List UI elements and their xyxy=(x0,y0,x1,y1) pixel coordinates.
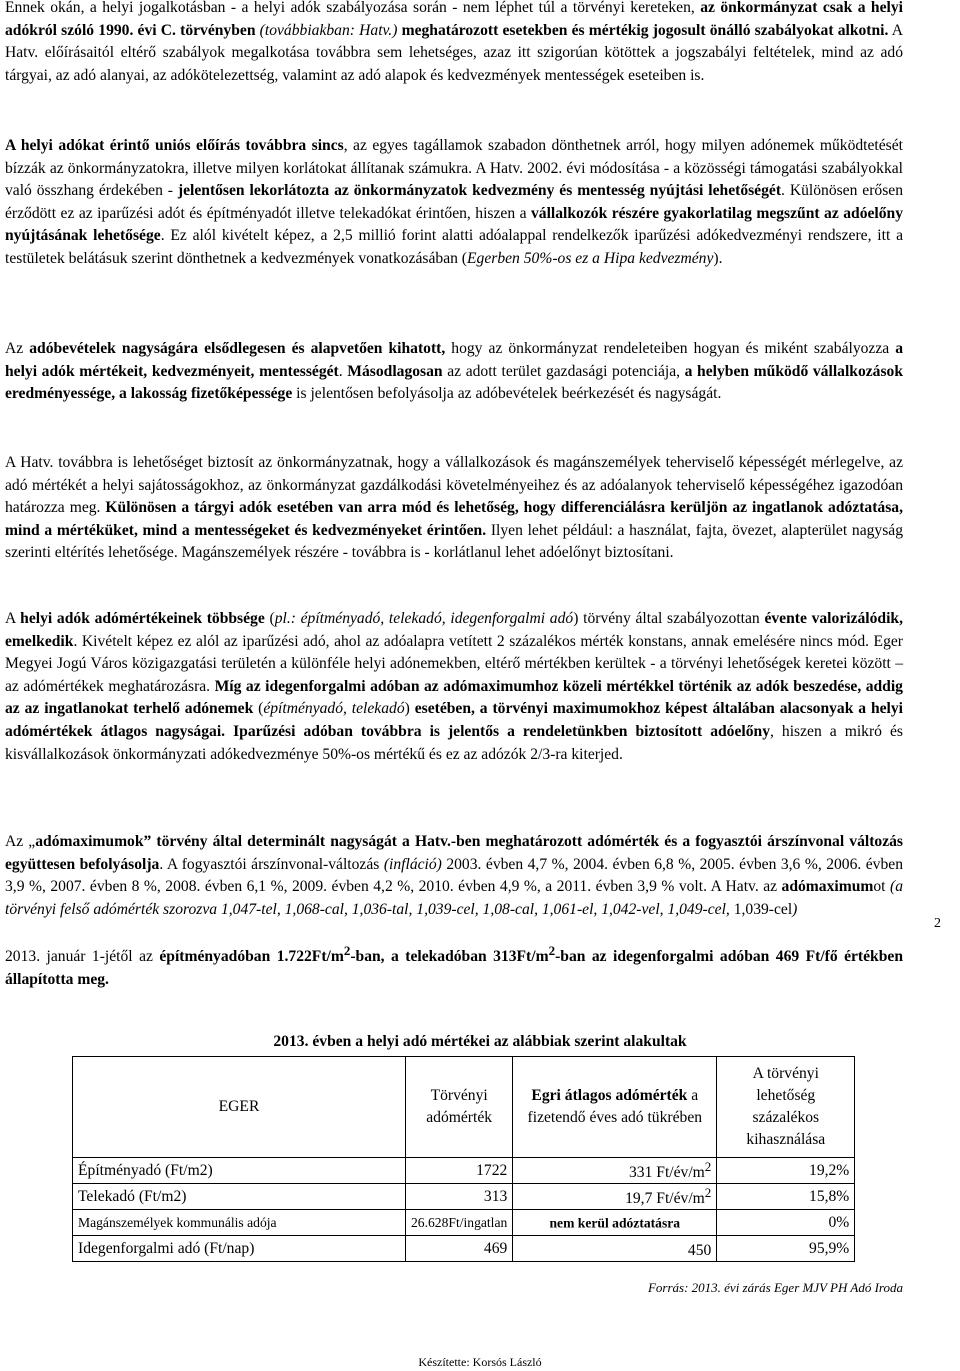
cell-eger-average-sup: 2 xyxy=(704,1158,712,1174)
table-header-row xyxy=(73,1057,855,1158)
text-run: ). xyxy=(713,249,723,267)
text-run: meghatározott esetekben és mértékig jogosult önálló szabályokat alkotni. xyxy=(397,21,889,39)
cell-eger-average-value: nem kerül adóztatásra xyxy=(549,1215,681,1231)
cell-legal-rate: 26.628Ft/ingatlan xyxy=(406,1210,513,1236)
cell-eger-average xyxy=(513,1158,717,1184)
text-run: vállalkozók részére gyakorlatilag megszűnt az adóelőny nyújtásának lehetősége xyxy=(5,204,904,245)
text-run: az adott terület gazdasági potenciája, xyxy=(442,362,685,380)
cell-eger-average xyxy=(513,1184,717,1210)
text-run: . Ez alól kivételt képez, a 2,5 millió forint alatti adóalappal rendelkezők iparűzési adókedvezményi rendszere, itt a testületek belátásuk szerint dönthetnek a kedvezmények vonatkozásában ( xyxy=(5,227,903,267)
cell-tax-name: Telekadó (Ft/m2) xyxy=(73,1184,406,1210)
text-run: hogy az önkormányzat rendeleteiben hogyan és miként szabályozza xyxy=(445,340,896,357)
table-caption: 2013. évben a helyi adó mértékei az alábbiak szerint alakultak xyxy=(273,1033,687,1050)
text-run: ) xyxy=(792,900,798,918)
cell-eger-average-value: 450 xyxy=(687,1242,712,1260)
cell-eger-average-sup: 2 xyxy=(704,1184,712,1200)
text-run: A xyxy=(5,610,21,627)
text-run: pl.: építményadó, telekadó, idegenforgalmi adó xyxy=(274,610,574,627)
header-eger: EGER xyxy=(73,1057,406,1158)
text-run: jelentősen lekorlátozta az önkormányzatok kedvezmény és mentesség nyújtási lehetőségét xyxy=(177,182,782,200)
text-run: 1,039-cel xyxy=(729,900,793,918)
header-eger-average xyxy=(513,1057,717,1158)
table-row xyxy=(73,1236,855,1262)
text-run: . xyxy=(338,362,348,380)
text-run: ( xyxy=(264,610,275,627)
text-run: Míg az idegenforgalmi adóban az adómaximumhoz közeli mértékkel történik az adók beszedése, addig az az ingatlanokat terhelő adónemek xyxy=(5,677,903,718)
text-run: -ban, a telekadóban 313Ft/m xyxy=(350,948,549,966)
text-run: . A fogyasztói árszínvonal-változás xyxy=(159,855,384,873)
paragraph-2013-rates xyxy=(5,940,903,991)
text-run: a helyben működő vállalkozások eredményessége, a lakosság fizetőképessége xyxy=(5,362,904,403)
cell-eger-average xyxy=(513,1210,717,1236)
header-eger-average-bold: Egri átlagos adómérték xyxy=(531,1087,688,1104)
text-run: 2003. évben 4,7 %, 2004. évben 6,8 %, 2005. évben 3,6 %, 2006. évben 3,9 %, 2007. évben 8 %, 2008. évben 6,1 %, 2009. évben 4,2 %, 2010. évben 4,9 %, a 2011. évben 3,9 % volt. A Hatv. az xyxy=(5,855,903,896)
table-row xyxy=(73,1184,855,1210)
cell-usage-percent: 0% xyxy=(717,1210,855,1236)
text-run: Ilyen lehet például: a használat, fajta, övezet, alapterület nagyság szerinti eltérítés lehetősége. Magánszemélyek részére - továbbra is - korlátlanul lehet adóelőnyt biztosítani. xyxy=(5,521,903,562)
cell-eger-average-value: 19,7 Ft/év/m xyxy=(625,1190,705,1208)
cell-usage-percent: 19,2% xyxy=(717,1158,855,1184)
text-run: A Hatv. előírásaitól eltérő szabályok megalkotása továbbra sem lehetséges, azaz itt szigorúan kötöttek a jogszabályi feltételek, mind az adó tárgyai, az adó alanyai, az adókötelezettség, valamint az adó alapok és kedvezmények mentességek eseteiben is. xyxy=(5,21,903,84)
cell-tax-name: Magánszemélyek kommunális adója xyxy=(73,1210,406,1236)
paragraph-hatv-options xyxy=(5,452,903,565)
text-run: , az egyes tagállamok szabadon dönthetnek arról, hogy milyen adónemek működtetését bízzák az önkormányzatokra, illetve milyen korlátokat állítanak számukra. A Hatv. 2002. évi módosítása - a közösségi támogatási szabályokkal való összhang érdekében - xyxy=(5,137,903,200)
text-run: is jelentősen befolyásolja az adóbevételek beérkezését és nagyságát. xyxy=(292,385,722,403)
text-run: Az „ xyxy=(5,833,36,850)
text-run: az önkormányzat csak a helyi adókról szóló 1990. évi C. törvényben xyxy=(5,0,903,39)
header-usage-percent: A törvényi lehetőség százalékos kihasználása xyxy=(717,1057,855,1158)
text-run: Ennek okán, a helyi jogalkotásban - a helyi adók szabályozása során - nem léphet túl a törvényi kereteken, xyxy=(5,0,701,16)
text-run: évente valorizálódik, emelkedik xyxy=(5,610,903,650)
text-run: ot xyxy=(873,878,890,896)
text-run: adómaximumok” törvény által determinált nagyságát a Hatv.-ben meghatározott adómérték és a fogyasztói árszínvonal változás együttesen befolyásolja xyxy=(5,833,903,873)
text-run: 2 xyxy=(548,943,556,958)
tax-rates-table xyxy=(72,1056,855,1262)
cell-legal-rate: 313 xyxy=(406,1184,513,1210)
text-run: ( xyxy=(253,700,264,718)
cell-tax-name: Idegenforgalmi adó (Ft/nap) xyxy=(73,1236,406,1262)
table-source: Forrás: 2013. évi zárás Eger MJV PH Adó Iroda xyxy=(647,1280,903,1295)
text-run: építményadóban 1.722Ft/m xyxy=(159,948,344,966)
text-run: A Hatv. továbbra is lehetőséget biztosít az önkormányzatnak, hogy a vállalkozások és magánszemélyek teherviselő képességét mérlegelve, az adó mértékét a helyi sajátosságokhoz, az önkormányzat gazdálkodási követelményeihez és az adóalanyok teherviselő képességéhez igazodóan határozza meg. xyxy=(5,454,903,517)
text-run: . Kivételt képez ez alól az iparűzési adó, ahol az adóalapra vetített 2 százalékos mérték konstans, annak emelésére nincs mód. Eger Megyei Jogú Város közigazgatási területén a különféle helyi adónemekben, eltérő mértékben kerültek - a törvényi lehetőségek keretei között – az adómértékek meghatározásra. xyxy=(5,632,903,695)
header-legal-rate: Törvényi adómérték xyxy=(406,1057,513,1158)
author-footer: Készítette: Korsós László xyxy=(418,1355,542,1369)
text-run: Egerben 50%-os ez a Hipa kedvezmény xyxy=(467,249,714,267)
text-run: Az xyxy=(5,340,30,357)
table-row xyxy=(73,1158,855,1184)
text-run: esetében, a törvényi maximumokhoz képest általában alacsonyak a helyi adómértékek átlagos nagyságai. Iparűzési adóban továbbra is jelentős a rendeletünkben biztosított adóelőny xyxy=(5,700,904,740)
text-run: A helyi adókat érintő uniós előírás továbbra sincs xyxy=(5,137,344,154)
text-run: (továbbiakban: Hatv.) xyxy=(255,21,398,39)
paragraph-tax-rates xyxy=(5,608,903,766)
cell-usage-percent: 95,9% xyxy=(717,1236,855,1262)
text-run: Különösen a tárgyi adók esetében van arra mód és lehetőség, hogy differenciálásra kerüljön az ingatlanok adóztatása, mind a mértéküket, mind a mentességeket és kedvezményeket érintően. xyxy=(5,499,903,539)
table-row xyxy=(73,1210,855,1236)
header-eger-average-rest: a fizetendő éves adó tükrében xyxy=(527,1087,703,1126)
text-run: ) törvény által szabályozottan xyxy=(573,610,765,627)
text-run: (a törvényi felső adómérték szorozva 1,047-tel, 1,068-cal, 1,036-tal, 1,039-cel, 1,08-cal, 1,061-el, 1,042-vel, 1,049-cel, xyxy=(5,878,903,918)
text-run: adómaximum xyxy=(781,878,874,896)
text-run: , hiszen a mikró és kisvállalkozások önkormányzati adókedvezménye 50%-os mértékű és ez az adózók 2/3-ra kiterjed. xyxy=(5,722,903,763)
text-run: adóbevételek nagyságára elsődlegesen és alapvetően kihatott, xyxy=(29,340,446,357)
paragraph-legal-framework xyxy=(5,0,903,87)
cell-eger-average-value: 331 Ft/év/m xyxy=(628,1164,705,1182)
text-run: -ban az idegenforgalmi adóban 469 Ft/fő értékben állapította meg. xyxy=(5,948,903,988)
text-run: építményadó, telekadó xyxy=(263,700,405,718)
text-run: Másodlagosan xyxy=(347,362,443,380)
text-run: ) xyxy=(404,700,415,718)
text-run: . Különösen erősen érződött ez az iparűzési adót és építményadót illetve telekadókat érintően, hiszen a xyxy=(5,182,904,222)
text-run: helyi adók adómértékeinek többsége xyxy=(20,610,265,627)
text-run: 2013. január 1-jétől az xyxy=(5,948,160,966)
text-run: (infláció) xyxy=(383,855,442,873)
page-number: 2 xyxy=(934,916,941,931)
cell-usage-percent: 15,8% xyxy=(717,1184,855,1210)
cell-legal-rate: 469 xyxy=(406,1236,513,1262)
cell-tax-name: Építményadó (Ft/m2) xyxy=(73,1158,406,1184)
text-run: 2 xyxy=(343,943,351,958)
paragraph-tax-revenue xyxy=(5,338,903,406)
cell-legal-rate: 1722 xyxy=(406,1158,513,1184)
text-run: a helyi adók mértékeit, kedvezményeit, mentességét xyxy=(5,340,904,380)
cell-eger-average xyxy=(513,1236,717,1262)
paragraph-tax-maximums xyxy=(5,831,903,921)
paragraph-eu-rules xyxy=(5,135,903,271)
